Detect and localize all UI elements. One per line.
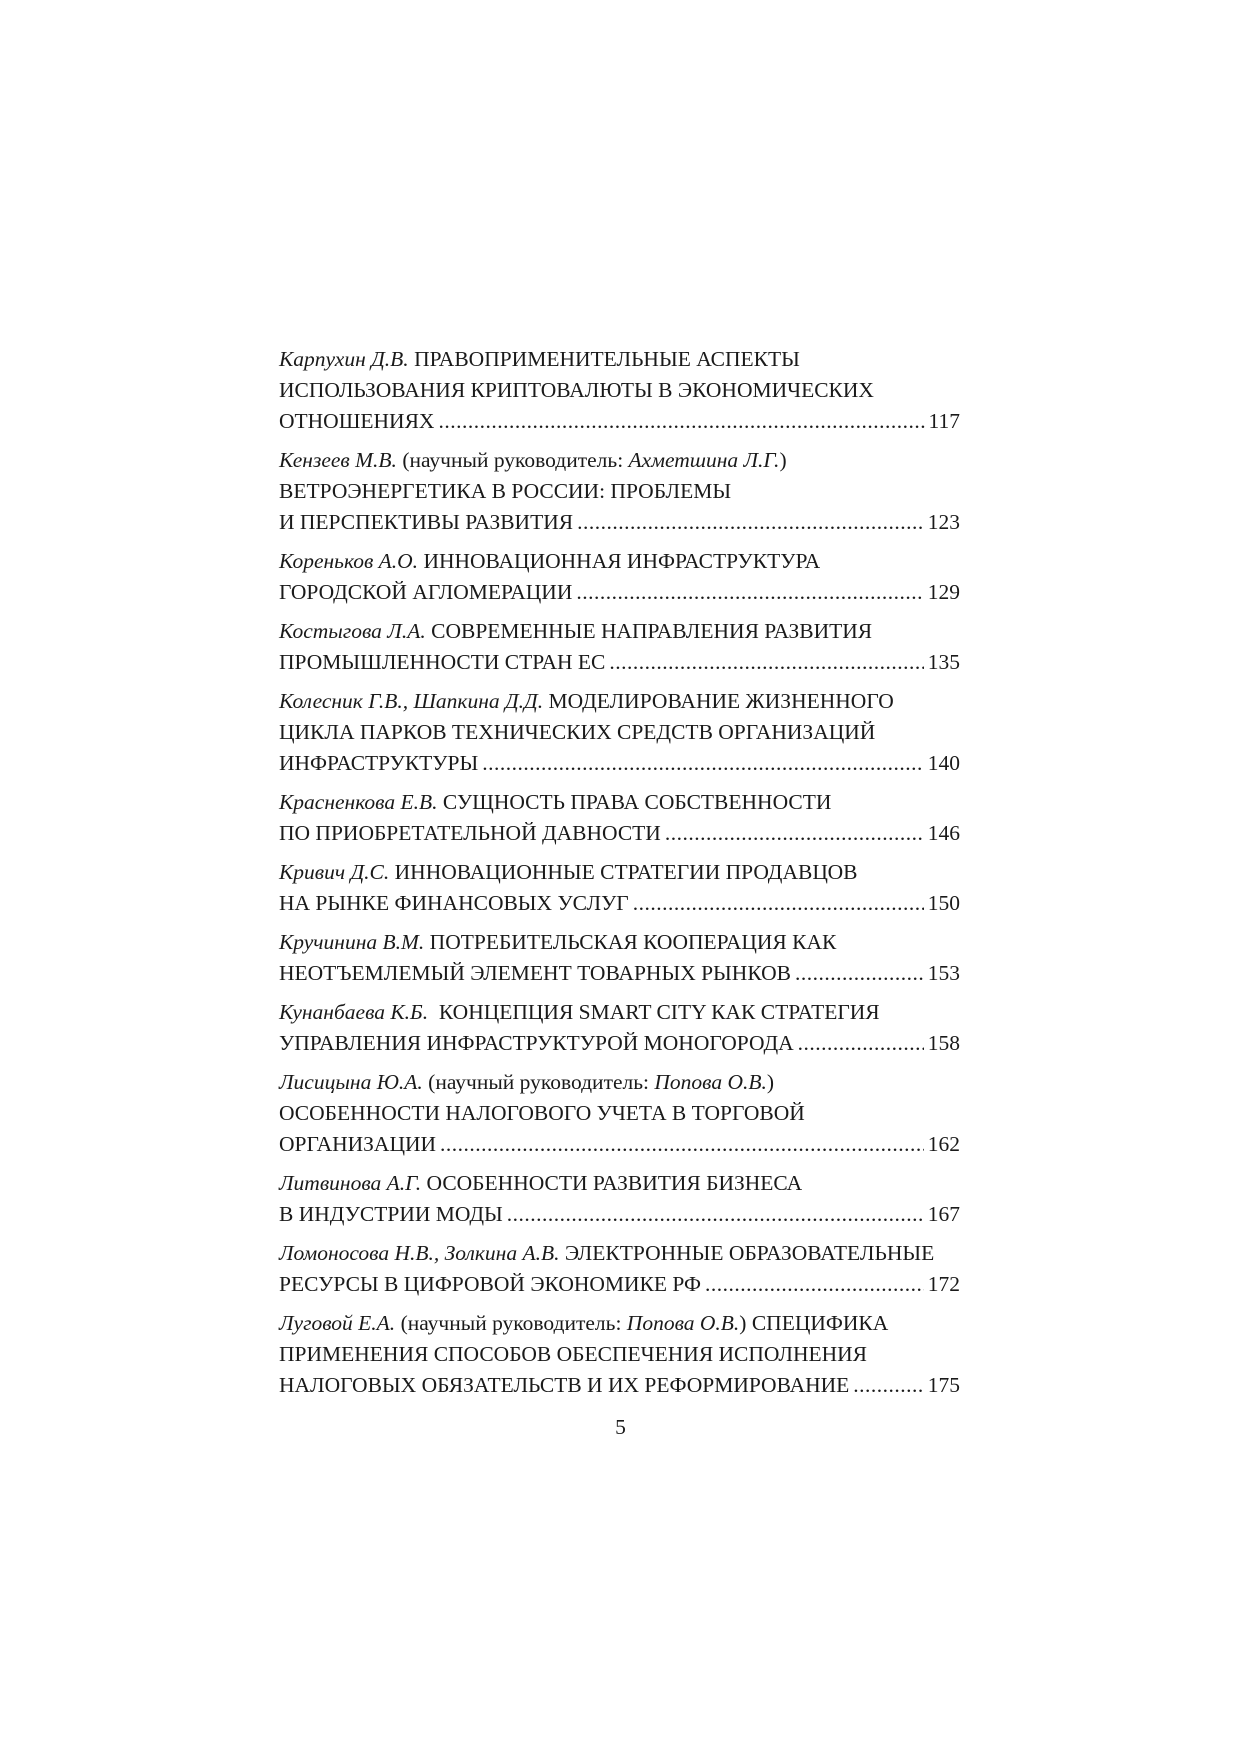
entry-page-number: 162 bbox=[927, 1132, 960, 1156]
toc-entry bbox=[279, 857, 960, 919]
toc-first-line bbox=[279, 997, 960, 1028]
toc-last-line bbox=[279, 1269, 960, 1300]
toc-entry bbox=[279, 787, 960, 849]
toc-last-line bbox=[279, 748, 960, 779]
page-number: 5 bbox=[615, 1415, 626, 1439]
dot-leader bbox=[609, 647, 923, 678]
supervisor-suffix: ) bbox=[766, 1070, 775, 1094]
supervisor-prefix: (научный руководитель: bbox=[402, 448, 624, 472]
entry-authors: Кензеев М.В. bbox=[279, 448, 397, 472]
toc-entry bbox=[279, 344, 960, 437]
supervisor-suffix: ) СПЕЦИФИКА bbox=[739, 1311, 889, 1335]
toc-entry bbox=[279, 1168, 960, 1230]
entry-title-end: ОРГАНИЗАЦИИ bbox=[279, 1132, 437, 1156]
entry-page-number: 167 bbox=[927, 1202, 960, 1226]
entry-title-line: СОВРЕМЕННЫЕ НАПРАВЛЕНИЯ РАЗВИТИЯ bbox=[431, 619, 873, 643]
entry-page-number: 123 bbox=[927, 510, 960, 534]
toc-first-line bbox=[279, 857, 960, 888]
entry-title-line: СУЩНОСТЬ ПРАВА СОБСТВЕННОСТИ bbox=[442, 790, 832, 814]
entry-supervisor: Попова О.В. bbox=[654, 1070, 767, 1094]
toc-last-line bbox=[279, 1129, 960, 1160]
entry-title-end: ПРОМЫШЛЕННОСТИ СТРАН ЕС bbox=[279, 650, 606, 674]
dot-leader bbox=[507, 1199, 924, 1230]
entry-title-line: ПРАВОПРИМЕНИТЕЛЬНЫЕ АСПЕКТЫ bbox=[414, 347, 800, 371]
entry-title-end: В ИНДУСТРИИ МОДЫ bbox=[279, 1202, 503, 1226]
entry-authors: Кореньков А.О. bbox=[279, 549, 419, 573]
toc-last-line bbox=[279, 958, 960, 989]
toc-first-line bbox=[279, 787, 960, 818]
entry-title-line: ОСОБЕННОСТИ РАЗВИТИЯ БИЗНЕСА bbox=[426, 1171, 803, 1195]
toc-entry bbox=[279, 445, 960, 538]
toc-last-line bbox=[279, 507, 960, 538]
entry-page-number: 129 bbox=[927, 580, 960, 604]
dot-leader bbox=[633, 888, 924, 919]
entry-authors: Красненкова Е.В. bbox=[279, 790, 438, 814]
entry-title-end: ОТНОШЕНИЯХ bbox=[279, 409, 435, 433]
entry-authors: Костыгова Л.А. bbox=[279, 619, 426, 643]
toc-entry bbox=[279, 616, 960, 678]
dot-leader bbox=[705, 1269, 924, 1300]
toc-first-line bbox=[279, 546, 960, 577]
entry-title-end: УПРАВЛЕНИЯ ИНФРАСТРУКТУРОЙ МОНОГОРОДА bbox=[279, 1031, 794, 1055]
entry-authors: Ломоносова Н.В., Золкина А.В. bbox=[279, 1241, 560, 1265]
toc-entry bbox=[279, 1238, 960, 1300]
toc-entry bbox=[279, 997, 960, 1059]
entry-authors: Карпухин Д.В. bbox=[279, 347, 409, 371]
toc-entry bbox=[279, 927, 960, 989]
entry-title-line: ИННОВАЦИОННЫЕ СТРАТЕГИИ ПРОДАВЦОВ bbox=[394, 860, 858, 884]
entry-title-end: НАЛОГОВЫХ ОБЯЗАТЕЛЬСТВ И ИХ РЕФОРМИРОВАНИЕ bbox=[279, 1373, 850, 1397]
toc-first-line bbox=[279, 1308, 960, 1339]
toc-entry bbox=[279, 1308, 960, 1401]
entry-authors: Кривич Д.С. bbox=[279, 860, 390, 884]
toc-first-line bbox=[279, 616, 960, 647]
entry-page-number: 150 bbox=[927, 891, 960, 915]
toc-last-line bbox=[279, 888, 960, 919]
toc-first-line bbox=[279, 927, 960, 958]
entry-page-number: 140 bbox=[927, 751, 960, 775]
toc-entry bbox=[279, 1067, 960, 1160]
supervisor-prefix: (научный руководитель: bbox=[400, 1311, 622, 1335]
entry-title-line: ИСПОЛЬЗОВАНИЯ КРИПТОВАЛЮТЫ В ЭКОНОМИЧЕСКИХ bbox=[279, 378, 874, 402]
supervisor-prefix: (научный руководитель: bbox=[428, 1070, 650, 1094]
toc-first-line bbox=[279, 686, 960, 717]
entry-title-end: ГОРОДСКОЙ АГЛОМЕРАЦИИ bbox=[279, 580, 573, 604]
toc-first-line bbox=[279, 1238, 960, 1269]
entry-authors: Лисицына Ю.А. bbox=[279, 1070, 423, 1094]
entry-title-line: ПРИМЕНЕНИЯ СПОСОБОВ ОБЕСПЕЧЕНИЯ ИСПОЛНЕНИЯ bbox=[279, 1342, 868, 1366]
entry-authors: Кунанбаева К.Б. bbox=[279, 1000, 429, 1024]
toc-first-line bbox=[279, 1067, 960, 1098]
dot-leader bbox=[798, 1028, 924, 1059]
entry-page-number: 135 bbox=[927, 650, 960, 674]
entry-title-line: ПОТРЕБИТЕЛЬСКАЯ КООПЕРАЦИЯ КАК bbox=[429, 930, 837, 954]
entry-title-end: НА РЫНКЕ ФИНАНСОВЫХ УСЛУГ bbox=[279, 891, 629, 915]
entry-page-number: 172 bbox=[927, 1272, 960, 1296]
entry-page-number: 153 bbox=[927, 961, 960, 985]
entry-title-line: ЭЛЕКТРОННЫЕ ОБРАЗОВАТЕЛЬНЫЕ bbox=[564, 1241, 935, 1265]
toc-entry bbox=[279, 686, 960, 779]
entry-page-number: 146 bbox=[927, 821, 960, 845]
dot-leader bbox=[795, 958, 924, 989]
entry-title-end: ИНФРАСТРУКТУРЫ bbox=[279, 751, 479, 775]
entry-page-number: 158 bbox=[927, 1031, 960, 1055]
entry-authors: Луговой Е.А. bbox=[279, 1311, 396, 1335]
dot-leader bbox=[576, 577, 923, 608]
entry-title-end: И ПЕРСПЕКТИВЫ РАЗВИТИЯ bbox=[279, 510, 574, 534]
entry-title-line: ОСОБЕННОСТИ НАЛОГОВОГО УЧЕТА В ТОРГОВОЙ bbox=[279, 1101, 805, 1125]
entry-title-line: МОДЕЛИРОВАНИЕ ЖИЗНЕННОГО bbox=[548, 689, 894, 713]
toc-first-line bbox=[279, 445, 960, 476]
entry-page-number: 175 bbox=[927, 1373, 960, 1397]
dot-leader bbox=[577, 507, 924, 538]
supervisor-suffix: ) bbox=[779, 448, 787, 472]
dot-leader bbox=[482, 748, 924, 779]
entry-title-end: ПО ПРИОБРЕТАТЕЛЬНОЙ ДАВНОСТИ bbox=[279, 821, 661, 845]
entry-title-end: НЕОТЪЕМЛЕМЫЙ ЭЛЕМЕНТ ТОВАРНЫХ РЫНКОВ bbox=[279, 961, 792, 985]
entry-title-line: КОНЦЕПЦИЯ SMART CITY КАК СТРАТЕГИЯ bbox=[438, 1000, 880, 1024]
entry-page-number: 117 bbox=[928, 409, 960, 433]
toc-last-line bbox=[279, 647, 960, 678]
entry-supervisor: Попова О.В. bbox=[626, 1311, 740, 1335]
entry-authors: Колесник Г.В., Шапкина Д.Д. bbox=[279, 689, 544, 713]
toc-entry bbox=[279, 546, 960, 608]
toc-last-line bbox=[279, 1028, 960, 1059]
entry-authors: Литвинова А.Г. bbox=[279, 1171, 422, 1195]
entry-title-end: РЕСУРСЫ В ЦИФРОВОЙ ЭКОНОМИКЕ РФ bbox=[279, 1272, 701, 1296]
toc-last-line bbox=[279, 1199, 960, 1230]
toc-last-line bbox=[279, 577, 960, 608]
entry-supervisor: Ахметшина Л.Г. bbox=[628, 448, 780, 472]
toc-last-line bbox=[279, 818, 960, 849]
toc-last-line bbox=[279, 1370, 960, 1401]
entry-authors: Кручинина В.М. bbox=[279, 930, 425, 954]
toc-last-line bbox=[279, 406, 960, 437]
table-of-contents bbox=[279, 344, 960, 1409]
dot-leader bbox=[665, 818, 924, 849]
entry-title-line: ВЕТРОЭНЕРГЕТИКА В РОССИИ: ПРОБЛЕМЫ bbox=[279, 479, 732, 503]
dot-leader bbox=[853, 1370, 923, 1401]
toc-first-line bbox=[279, 344, 960, 375]
entry-title-line: ИННОВАЦИОННАЯ ИНФРАСТРУКТУРА bbox=[423, 549, 821, 573]
entry-title-line: ЦИКЛА ПАРКОВ ТЕХНИЧЕСКИХ СРЕДСТВ ОРГАНИЗАЦИЙ bbox=[279, 720, 876, 744]
dot-leader bbox=[438, 406, 924, 437]
dot-leader bbox=[440, 1129, 924, 1160]
toc-first-line bbox=[279, 1168, 960, 1199]
